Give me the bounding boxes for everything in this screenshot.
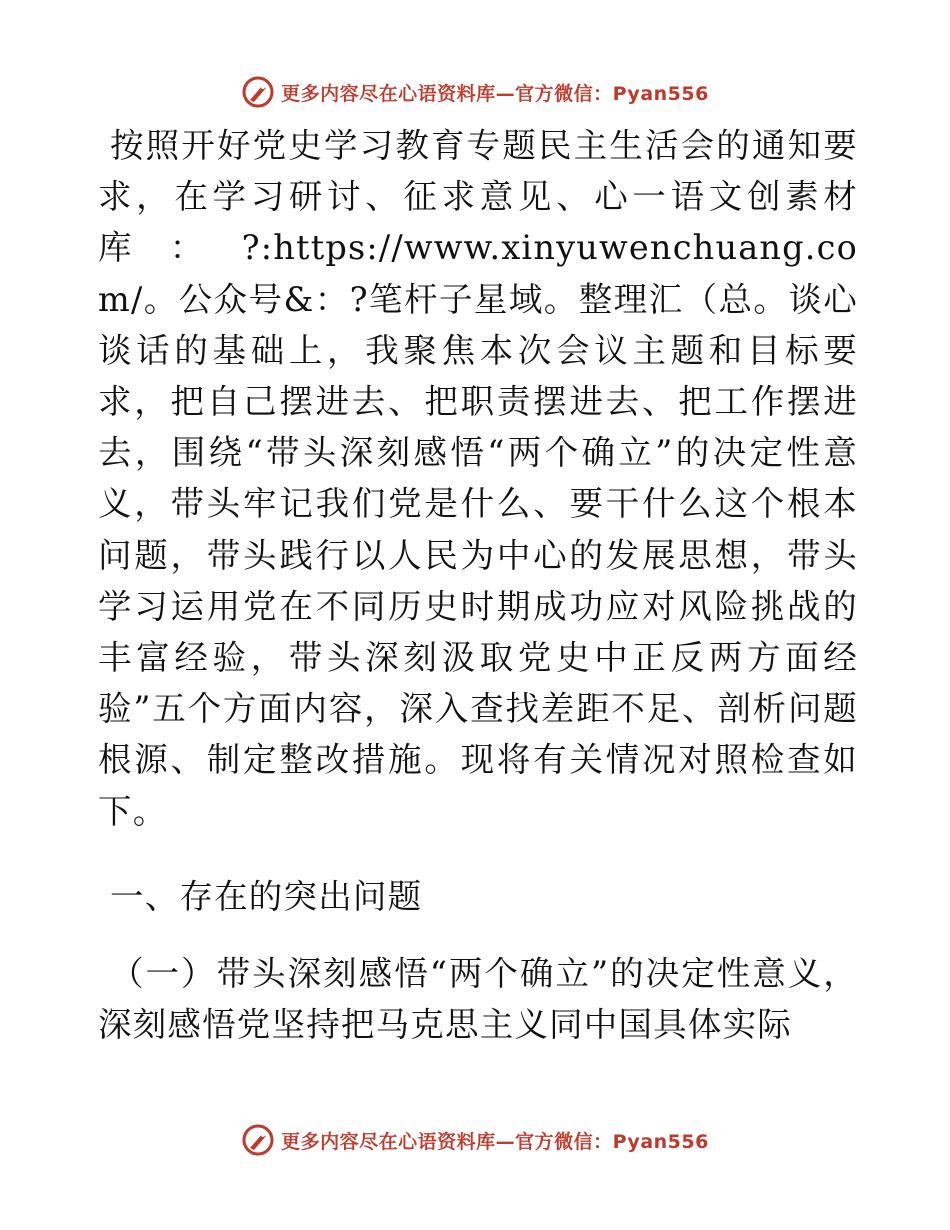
section-heading: 一、存在的突出问题 (110, 876, 423, 916)
document-body (98, 120, 858, 1050)
body-paragraph-1: （一）带头深刻感悟“两个确立”的决定性意义，深刻感悟党坚持把马克思主义同中国具体实际 (98, 954, 858, 1045)
pen-nib-logo-icon (241, 1123, 275, 1157)
footer-banner (0, 1120, 950, 1160)
header-banner (0, 72, 950, 112)
pen-nib-logo-icon (241, 75, 275, 109)
footer-banner-text[interactable]: 更多内容尽在心语资料库—官方微信：Pyan556 (281, 1130, 709, 1153)
header-banner-text[interactable]: 更多内容尽在心语资料库—官方微信：Pyan556 (281, 82, 709, 105)
body-paragraph-intro: 按照开好党史学习教育专题民主生活会的通知要求，在学习研讨、征求意见、心一语文创素材库：?:https://www.xinyuwenchuang.com/。公众号&：?笔杆子星域。整理汇（总。谈心谈话的基础上，我聚焦本次会议主题和目标要求，把自己摆进去、把职责摆进去、把工作摆进去，围绕“带头深刻感悟“两个确立”的决定性意义，带头牢记我们党是什么、要干什么这个根本问题，带头践行以人民为中心的发展思想，带头学习运用党在不同历史时期成功应对风险挑战的丰富经验，带头深刻汲取党史中正反两方面经验”五个方面内容，深入查找差距不足、剖析问题根源、制定整改措施。现将有关情况对照检查如下。 (98, 126, 858, 831)
